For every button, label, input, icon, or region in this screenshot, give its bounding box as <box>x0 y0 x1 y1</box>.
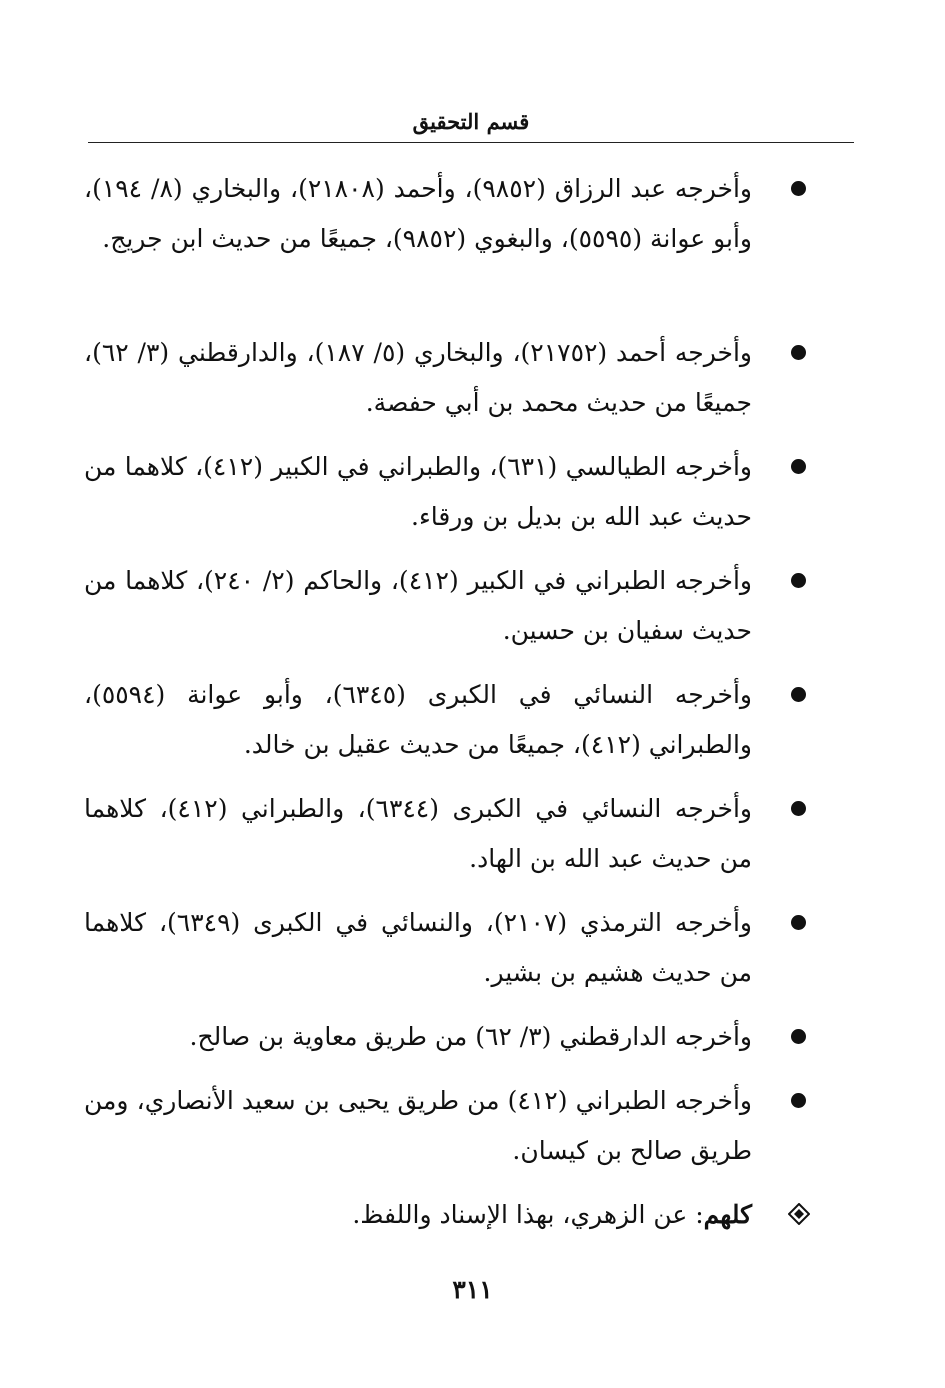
bullet-dot-icon <box>791 915 806 930</box>
header-divider <box>88 142 854 143</box>
page-number: ٣١١ <box>452 1275 493 1304</box>
list-item <box>84 328 806 428</box>
diamond-icon <box>788 1203 810 1225</box>
summary-term: كلهم <box>703 1200 752 1229</box>
bullet-dot-icon <box>791 181 806 196</box>
list-item-text: وأخرجه الترمذي (٢١٠٧)، والنسائي في الكبرى (٦٣٤٩)، كلاهما من حديث هشيم بن بشير. <box>84 908 752 987</box>
summary-line <box>84 1190 806 1240</box>
bullet-dot-icon <box>791 1093 806 1108</box>
summary-text: : عن الزهري، بهذا الإسناد واللفظ. <box>352 1200 704 1229</box>
list-item <box>84 898 806 998</box>
bullet-dot-icon <box>791 345 806 360</box>
list-item <box>84 784 806 884</box>
bullet-dot-icon <box>791 801 806 816</box>
list-item-text: وأخرجه الطبراني في الكبير (٤١٢)، والحاكم (٢/ ٢٤٠)، كلاهما من حديث سفيان بن حسين. <box>84 566 752 645</box>
list-item <box>84 164 806 314</box>
takhrij-list <box>84 164 806 1240</box>
list-item <box>84 1076 806 1176</box>
list-item-text: وأخرجه النسائي في الكبرى (٦٣٤٤)، والطبراني (٤١٢)، كلاهما من حديث عبد الله بن الهاد. <box>84 794 752 873</box>
bullet-dot-icon <box>791 573 806 588</box>
bullet-dot-icon <box>791 1029 806 1044</box>
list-item-text: وأخرجه الطيالسي (٦٣١)، والطبراني في الكبير (٤١٢)، كلاهما من حديث عبد الله بن بديل بن ورقاء. <box>84 452 753 531</box>
list-item <box>84 670 806 770</box>
bullet-dot-icon <box>791 687 806 702</box>
bullet-dot-icon <box>791 459 806 474</box>
list-item <box>84 1012 806 1062</box>
list-item <box>84 442 806 542</box>
page-header-title: قسم التحقيق <box>412 109 530 134</box>
list-item <box>84 556 806 656</box>
list-item-text: وأخرجه أحمد (٢١٧٥٢)، والبخاري (٥/ ١٨٧)، والدارقطني (٣/ ٦٢)، جميعًا من حديث محمد بن أبي حفصة. <box>84 338 753 417</box>
list-item-text: وأخرجه الدارقطني (٣/ ٦٢) من طريق معاوية بن صالح. <box>189 1022 752 1051</box>
list-item-text: وأخرجه عبد الرزاق (٩٨٥٢)، وأحمد (٢١٨٠٨)، والبخاري (٨/ ١٩٤)، وأبو عوانة (٥٥٩٥)، والبغوي (٩٨٥٢)، جميعًا من حديث ابن جريج. <box>84 174 752 253</box>
list-item-text: وأخرجه النسائي في الكبرى (٦٣٤٥)، وأبو عوانة (٥٥٩٤)، والطبراني (٤١٢)، جميعًا من حديث عقيل بن خالد. <box>84 680 752 759</box>
list-item-text: وأخرجه الطبراني (٤١٢) من طريق يحيى بن سعيد الأنصاري، ومن طريق صالح بن كيسان. <box>84 1086 752 1165</box>
